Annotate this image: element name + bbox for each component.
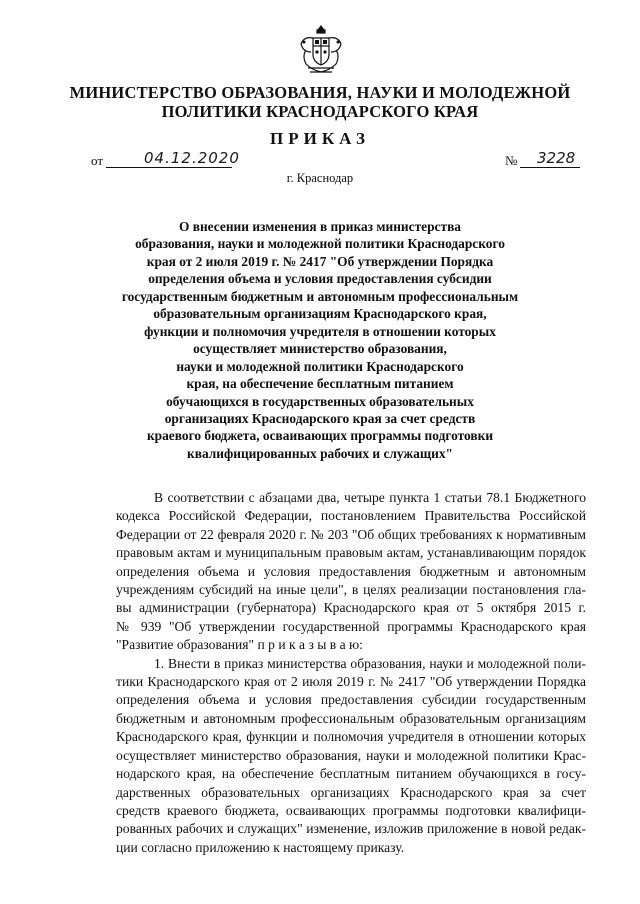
paragraph-line: № 939 "Об утверждении государственной программы Краснодарского края	[116, 618, 586, 634]
date-underline	[106, 167, 232, 168]
ministry-name-line-1: МИНИСТЕРСТВО ОБРАЗОВАНИЯ, НАУКИ И МОЛОДЕЖНОЙ	[69, 83, 571, 102]
title-line: обучающихся в государственных образовательных	[166, 393, 474, 409]
number-underline	[520, 167, 580, 168]
paragraph-line: нодарского края, на обеспечение бесплатным питанием обучающихся в госу-	[116, 766, 586, 782]
title-line: края, на обеспечение бесплатным питанием	[186, 376, 454, 392]
paragraph-line: рованных рабочих и служащих" изменение, изложив приложение в новой редак-	[116, 821, 586, 837]
title-line: квалифицированных рабочих и служащих"	[187, 445, 453, 461]
preamble-paragraph	[116, 489, 586, 655]
paragraph-line: В соответствии с абзацами два, четыре пункта 1 статьи 78.1 Бюджетного	[154, 490, 586, 505]
title-line: функции и полномочия учредителя в отношении которых	[144, 323, 496, 339]
order-body	[116, 489, 586, 857]
document-type-title: ПРИКАЗ	[270, 129, 370, 148]
number-value: 3228	[537, 149, 576, 167]
title-line: краевого бюджета, осваивающих программы подготовки	[146, 428, 494, 444]
title-line: организациях Краснодарского края за счет средств	[164, 410, 476, 426]
paragraph-line: 1. Внести в приказ министерства образования, науки и молодежной поли-	[154, 655, 586, 671]
title-line: О внесении изменения в приказ министерства	[178, 219, 462, 234]
paragraph-line: учреждениям субсидий на иные цели", в целях реализации постановления гла-	[116, 582, 586, 598]
title-line: осуществляет министерство образования,	[193, 341, 447, 357]
paragraph-line: средств краевого бюджета, осваивающих программы подготовки квалифици-	[116, 802, 586, 818]
coat-of-arms-emblem	[296, 22, 346, 76]
title-line: края от 2 июля 2019 г. № 2417 "Об утверждении Порядка	[146, 253, 494, 269]
title-line: образования, науки и молодежной политики Краснодарского	[135, 236, 505, 252]
paragraph-line: "Развитие образования" п р и к а з ы в а ю:	[116, 637, 363, 653]
paragraph-line: ции согласно приложению к настоящему приказу.	[116, 839, 405, 855]
title-line: определения объема и условия предоставления субсидии	[148, 271, 492, 287]
title-line: образовательным организациям Краснодарского края,	[153, 306, 487, 322]
paragraph-line: Федерации от 22 февраля 2020 г. № 203 "Об общих требованиях к нормативным	[116, 526, 586, 542]
paragraph-line: Краснодарского края, функции и полномочия учредителя в отношении которых	[116, 729, 586, 745]
paragraph-line: тики Краснодарского края от 2 июля 2019 г. № 2417 "Об утверждении Порядка	[116, 674, 586, 690]
paragraph-line: определения объема и условия предоставления субсидии государственным	[116, 692, 586, 708]
order-title	[110, 218, 530, 462]
paragraph-line: правовым актам и муниципальным правовым актам, устанавливающим порядок	[116, 545, 586, 561]
date-label: от	[91, 153, 104, 168]
city-name: г. Краснодар	[286, 171, 354, 185]
paragraph-line: кодекса Российской Федерации, постановлением Правительства Российской	[116, 508, 586, 524]
paragraph-line: дарственных образовательных организациях Краснодарского края за счет	[116, 784, 586, 800]
date-value: 04.12.2020	[144, 149, 240, 167]
paragraph-line: бюджетным и автономным профессиональным образовательным организациям	[116, 710, 586, 726]
title-line: науки и молодежной политики Краснодарского	[176, 358, 464, 374]
paragraph-line: осуществляет министерство образования, науки и молодежной политики Крас-	[116, 747, 586, 763]
order-item-1	[116, 655, 586, 857]
title-line: государственным бюджетным и автономным профессиональным	[121, 288, 519, 304]
paragraph-line: определения объема и условия предоставления бюджетным и автономным	[116, 563, 586, 579]
ministry-name-line-2: ПОЛИТИКИ КРАСНОДАРСКОГО КРАЯ	[161, 102, 479, 121]
number-label: №	[505, 153, 518, 168]
paragraph-line: вы администрации (губернатора) Краснодарского края от 5 октября 2015 г.	[116, 600, 586, 616]
